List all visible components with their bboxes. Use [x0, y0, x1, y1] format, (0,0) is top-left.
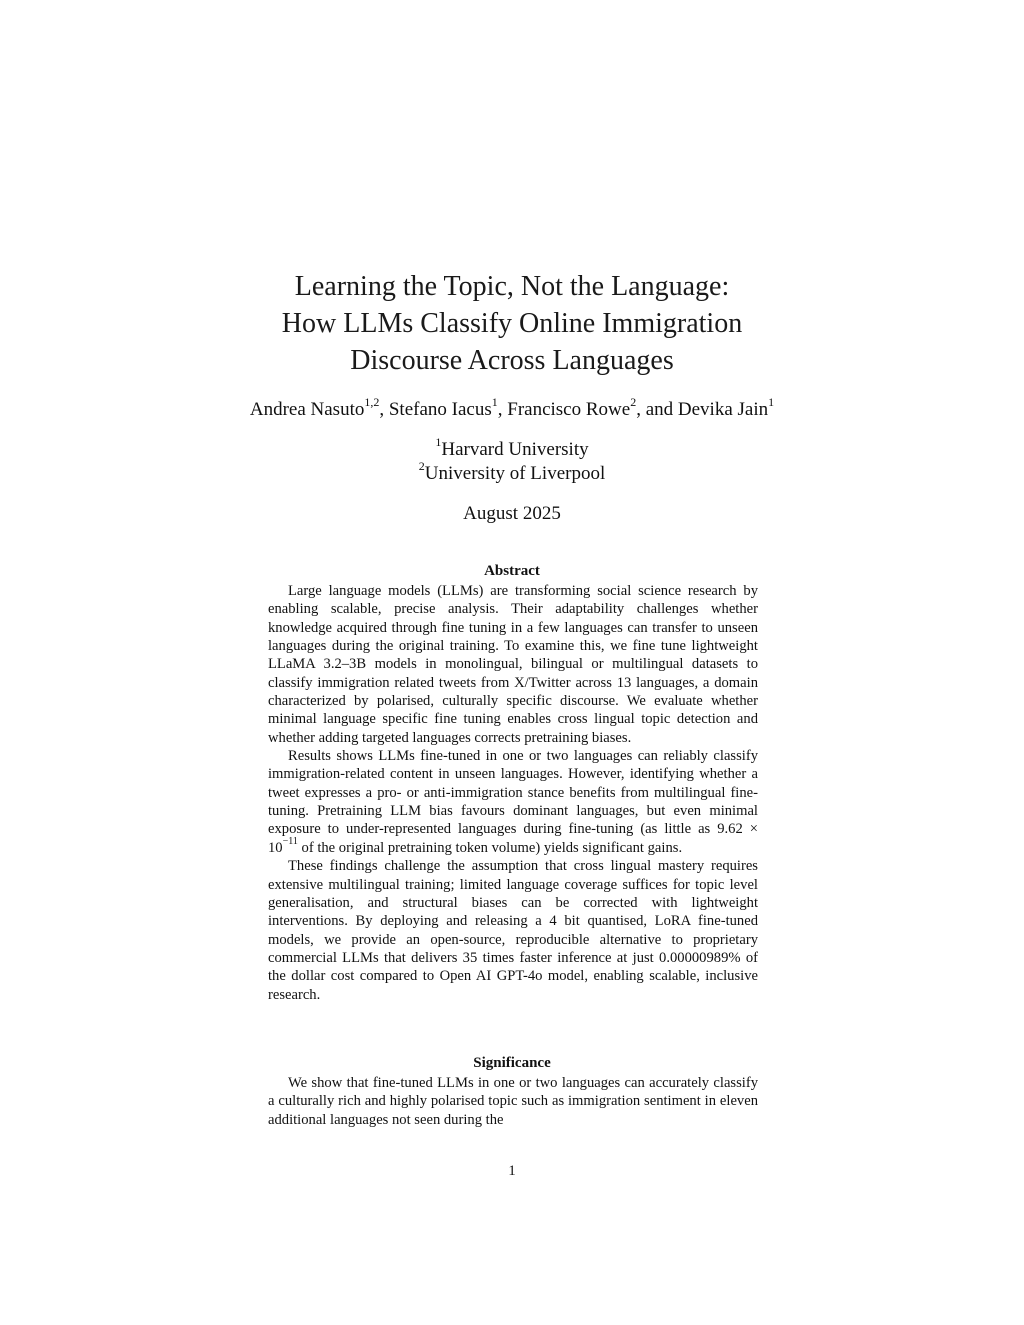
- affiliation-name: Harvard University: [441, 439, 589, 460]
- abstract-p2-text-end: of the original pretraining token volume) yields significant gains.: [297, 839, 683, 856]
- significance-body: [268, 1074, 758, 1129]
- author-affiliation-mark: 1: [768, 394, 775, 409]
- publication-date: August 2025: [463, 503, 561, 524]
- affiliation-item: [0, 458, 1024, 486]
- math-exponent: −11: [282, 835, 298, 847]
- author-name: Stefano Iacus: [388, 399, 492, 420]
- significance-heading: Significance: [473, 1055, 551, 1071]
- affiliation-mark: 1: [435, 434, 442, 449]
- math-base: 9.62 × 10: [268, 821, 758, 856]
- title-line-2: How LLMs Classify Online Immigration: [281, 308, 743, 339]
- affiliation-list: [0, 434, 1024, 486]
- author-separator: , and: [636, 399, 678, 420]
- abstract-paragraph-1: Large language models (LLMs) are transforming social science research by enabling scalable, precise analysis. Their adaptability challenges whether knowledge acquired through fine tuning in a few languages can transfer to unseen languages during the original training. To examine this, we fine tune lightweight LLaMA 3.2–3B models in monolingual, bilingual or multilingual datasets to classify immigration related tweets from X/Twitter across 13 languages, a domain characterized by polarised, culturally specific discourse. We evaluate whether minimal language specific fine tuning enables cross lingual topic detection and whether adding targeted languages corrects pretraining biases.: [268, 583, 758, 746]
- author-affiliation-mark: 1: [491, 394, 498, 409]
- author-affiliation-mark: 1,2: [364, 394, 380, 409]
- abstract-p2-text: Results shows LLMs fine-tuned in one or two languages can reliably classify immigration-related content in unseen languages. However, identifying whether a tweet expresses a pro- or anti-immigration stance benefits from multilingual fine-tuning. Pretraining LLM bias favours dominant languages, but even minimal exposure to under-represented languages during fine-tuning (as little as: [268, 748, 758, 838]
- author-list: [0, 394, 1024, 423]
- paper-title: [0, 268, 1024, 379]
- abstract-heading: Abstract: [484, 563, 540, 579]
- author-name: Francisco Rowe: [507, 399, 631, 420]
- author-affiliation-mark: 2: [630, 394, 637, 409]
- page-number: 1: [508, 1163, 516, 1179]
- affiliation-item: [0, 434, 1024, 462]
- author-separator: ,: [497, 399, 508, 420]
- abstract-paragraph-2: [268, 747, 758, 857]
- author-name: Andrea Nasuto: [249, 399, 365, 420]
- author-name: Devika Jain: [677, 399, 769, 420]
- abstract-paragraph-3: These findings challenge the assumption that cross lingual mastery requires extensive multilingual training; limited language coverage suffices for topic level generalisation, and structural biases can be corrected with lightweight interventions. By deploying and releasing a 4 bit quantised, LoRA fine-tuned models, we provide an open-source, reproducible alternative to proprietary commercial LLMs that delivers 35 times faster inference at just 0.00000989% of the dollar cost compared to Open AI GPT-4o model, enabling scalable, inclusive research.: [268, 858, 758, 1003]
- affiliation-name: University of Liverpool: [424, 463, 606, 484]
- significance-paragraph: We show that fine-tuned LLMs in one or two languages can accurately classify a culturally rich and highly polarised topic such as immigration sentiment in eleven additional languages not seen during the: [268, 1075, 758, 1128]
- title-line-1: Learning the Topic, Not the Language:: [294, 271, 730, 302]
- abstract-body: [268, 582, 758, 1004]
- author-separator: ,: [379, 399, 389, 420]
- title-line-3: Discourse Across Languages: [350, 345, 674, 376]
- affiliation-mark: 2: [418, 458, 425, 473]
